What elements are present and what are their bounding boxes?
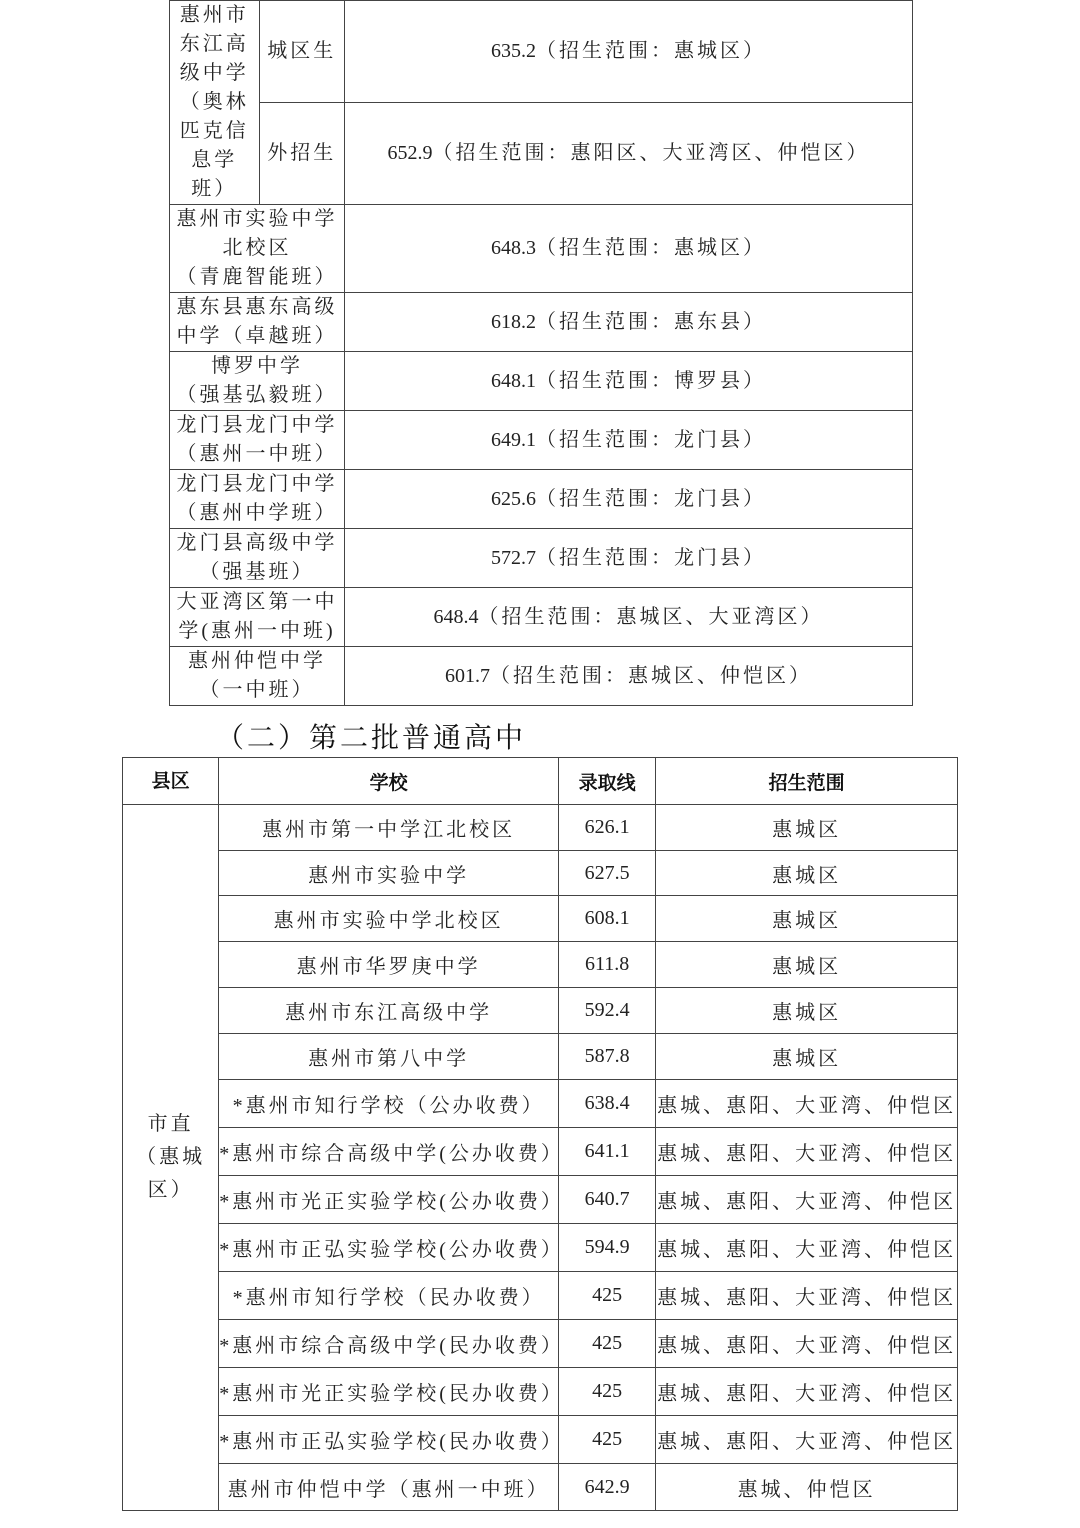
second-batch-table xyxy=(122,757,958,1511)
score-cell: 638.4 xyxy=(559,1080,656,1128)
school-cell xyxy=(170,588,345,647)
table-header-row xyxy=(123,758,958,805)
school-line: 匹克信 xyxy=(179,120,249,142)
school-line: 惠州市实验中学 xyxy=(176,208,338,230)
table-row xyxy=(123,1034,958,1080)
table-row xyxy=(123,896,958,942)
school-line: 息学 xyxy=(191,149,238,171)
score-range-cell xyxy=(345,103,913,205)
school-cell: 惠州市仲恺中学（惠州一中班） xyxy=(219,1464,559,1511)
score-cell: 608.1 xyxy=(559,896,656,942)
table-row xyxy=(123,1080,958,1128)
range-cell: 惠城区 xyxy=(656,988,958,1034)
category-cell: 城区生 xyxy=(259,1,345,103)
table-row xyxy=(123,1176,958,1224)
school-line: 博罗中学 xyxy=(211,355,303,377)
school-cell xyxy=(170,293,345,352)
score-cell: 640.7 xyxy=(559,1176,656,1224)
table-row xyxy=(123,988,958,1034)
table-row xyxy=(123,1272,958,1320)
school-line: 大亚湾区第一中 xyxy=(176,591,338,613)
table-row xyxy=(123,1128,958,1176)
range: （招生范围：惠城区） xyxy=(536,237,766,259)
school-cell: *惠州市光正实验学校(民办收费） xyxy=(219,1368,559,1416)
school-cell xyxy=(170,647,345,706)
score: 648.1 xyxy=(491,369,536,392)
range: （招生范围：惠东县） xyxy=(536,310,766,333)
score-cell: 425 xyxy=(559,1320,656,1368)
score: 649.1 xyxy=(491,428,536,451)
school-cell: 惠州市实验中学 xyxy=(219,851,559,896)
range: （招生范围：惠阳区、大亚湾区、仲恺区） xyxy=(432,142,870,164)
range-cell: 惠城、惠阳、大亚湾、仲恺区 xyxy=(656,1272,958,1320)
range-cell: 惠城、惠阳、大亚湾、仲恺区 xyxy=(656,1416,958,1464)
school-line: （惠州中学班） xyxy=(176,502,338,524)
school-cell: 惠州市第一中学江北校区 xyxy=(219,805,559,851)
score-cell: 592.4 xyxy=(559,988,656,1034)
school-cell: *惠州市光正实验学校(公办收费） xyxy=(219,1176,559,1224)
score: 648.3 xyxy=(491,237,536,259)
county-line: （惠城 xyxy=(136,1146,206,1168)
school-cell: *惠州市正弘实验学校(公办收费） xyxy=(219,1224,559,1272)
county-line: 市直 xyxy=(147,1113,194,1135)
score-cell: 425 xyxy=(559,1416,656,1464)
table-row xyxy=(123,805,958,851)
score-cell: 626.1 xyxy=(559,805,656,851)
school-line: 东江高 xyxy=(179,33,249,55)
header-score: 录取线 xyxy=(559,758,656,805)
school-line: 龙门县龙门中学 xyxy=(176,414,338,436)
range: （招生范围：博罗县） xyxy=(536,369,766,392)
header-range: 招生范围 xyxy=(656,758,958,805)
score: 652.9 xyxy=(387,142,433,164)
range: （招生范围：龙门县） xyxy=(536,546,766,569)
school-line: 惠州市 xyxy=(179,4,249,26)
score-cell: 425 xyxy=(559,1368,656,1416)
school-cell: *惠州市正弘实验学校(民办收费） xyxy=(219,1416,559,1464)
school-cell: 惠州市第八中学 xyxy=(219,1034,559,1080)
range: （招生范围：惠城区） xyxy=(536,40,766,62)
school-line: 惠州仲恺中学 xyxy=(188,650,326,672)
table-row xyxy=(123,1416,958,1464)
school-cell xyxy=(170,529,345,588)
range: （招生范围：惠城区、仲恺区） xyxy=(490,664,812,687)
table-row xyxy=(123,1464,958,1511)
school-line: （青鹿智能班） xyxy=(176,266,338,288)
score-range-cell xyxy=(345,1,913,103)
table-row xyxy=(123,1224,958,1272)
school-line: （惠州一中班） xyxy=(176,443,338,465)
range-cell: 惠城、惠阳、大亚湾、仲恺区 xyxy=(656,1368,958,1416)
range: （招生范围：龙门县） xyxy=(536,428,766,451)
school-cell xyxy=(170,1,260,205)
range-cell: 惠城区 xyxy=(656,851,958,896)
range-cell: 惠城区 xyxy=(656,1034,958,1080)
range-cell: 惠城、惠阳、大亚湾、仲恺区 xyxy=(656,1128,958,1176)
school-line: （奥林 xyxy=(179,91,249,113)
range-cell: 惠城、仲恺区 xyxy=(656,1464,958,1511)
score-range-cell xyxy=(345,529,913,588)
school-cell: 惠州市华罗庚中学 xyxy=(219,942,559,988)
score-cell: 642.9 xyxy=(559,1464,656,1511)
first-batch-table xyxy=(169,0,913,706)
school-cell: *惠州市综合高级中学(公办收费） xyxy=(219,1128,559,1176)
county-cell xyxy=(123,805,219,1511)
school-line: 龙门县龙门中学 xyxy=(176,473,338,495)
table-row xyxy=(123,1368,958,1416)
school-line: 北校区 xyxy=(222,237,292,259)
school-line: 中学（卓越班） xyxy=(176,325,338,347)
score-range-cell xyxy=(345,205,913,293)
school-line: （一中班） xyxy=(199,679,315,701)
score: 618.2 xyxy=(491,310,536,333)
score-cell: 587.8 xyxy=(559,1034,656,1080)
county-line: 区） xyxy=(147,1179,194,1201)
school-line: 班） xyxy=(191,178,238,200)
table-row xyxy=(123,942,958,988)
score: 601.7 xyxy=(445,664,490,687)
category-cell: 外招生 xyxy=(259,103,345,205)
score: 648.4 xyxy=(433,605,479,628)
school-cell: *惠州市综合高级中学(民办收费） xyxy=(219,1320,559,1368)
range-cell: 惠城、惠阳、大亚湾、仲恺区 xyxy=(656,1224,958,1272)
score-cell: 641.1 xyxy=(559,1128,656,1176)
score-range-cell xyxy=(345,352,913,411)
score-cell: 627.5 xyxy=(559,851,656,896)
range-cell: 惠城区 xyxy=(656,896,958,942)
school-line: 学(惠州一中班) xyxy=(178,620,336,642)
score-range-cell xyxy=(345,411,913,470)
school-line: 龙门县高级中学 xyxy=(176,532,338,554)
school-cell xyxy=(170,205,345,293)
score: 625.6 xyxy=(491,487,536,510)
school-cell: *惠州市知行学校（民办收费） xyxy=(219,1272,559,1320)
score-range-cell xyxy=(345,293,913,352)
school-cell: 惠州市东江高级中学 xyxy=(219,988,559,1034)
range: （招生范围：惠城区、大亚湾区） xyxy=(478,605,824,628)
score-range-cell xyxy=(345,470,913,529)
range-cell: 惠城、惠阳、大亚湾、仲恺区 xyxy=(656,1080,958,1128)
range-cell: 惠城区 xyxy=(656,805,958,851)
score-range-cell xyxy=(345,588,913,647)
score-cell: 425 xyxy=(559,1272,656,1320)
school-cell xyxy=(170,470,345,529)
range: （招生范围：龙门县） xyxy=(536,487,766,510)
school-cell xyxy=(170,352,345,411)
school-cell: 惠州市实验中学北校区 xyxy=(219,896,559,942)
score-range-cell xyxy=(345,647,913,706)
header-school: 学校 xyxy=(219,758,559,805)
table-row xyxy=(123,1320,958,1368)
school-line: 惠东县惠东高级 xyxy=(176,296,338,318)
school-cell xyxy=(170,411,345,470)
score: 572.7 xyxy=(491,546,536,569)
school-cell: *惠州市知行学校（公办收费） xyxy=(219,1080,559,1128)
school-line: （强基班） xyxy=(199,561,315,583)
score-cell: 611.8 xyxy=(559,942,656,988)
table-row xyxy=(123,851,958,896)
range-cell: 惠城、惠阳、大亚湾、仲恺区 xyxy=(656,1320,958,1368)
score: 635.2 xyxy=(491,40,536,62)
school-line: （强基弘毅班） xyxy=(176,384,338,406)
section-title: （二）第二批普通高中 xyxy=(216,721,527,754)
range-cell: 惠城、惠阳、大亚湾、仲恺区 xyxy=(656,1176,958,1224)
school-line: 级中学 xyxy=(179,62,249,84)
score-cell: 594.9 xyxy=(559,1224,656,1272)
header-county: 县区 xyxy=(123,758,219,805)
range-cell: 惠城区 xyxy=(656,942,958,988)
